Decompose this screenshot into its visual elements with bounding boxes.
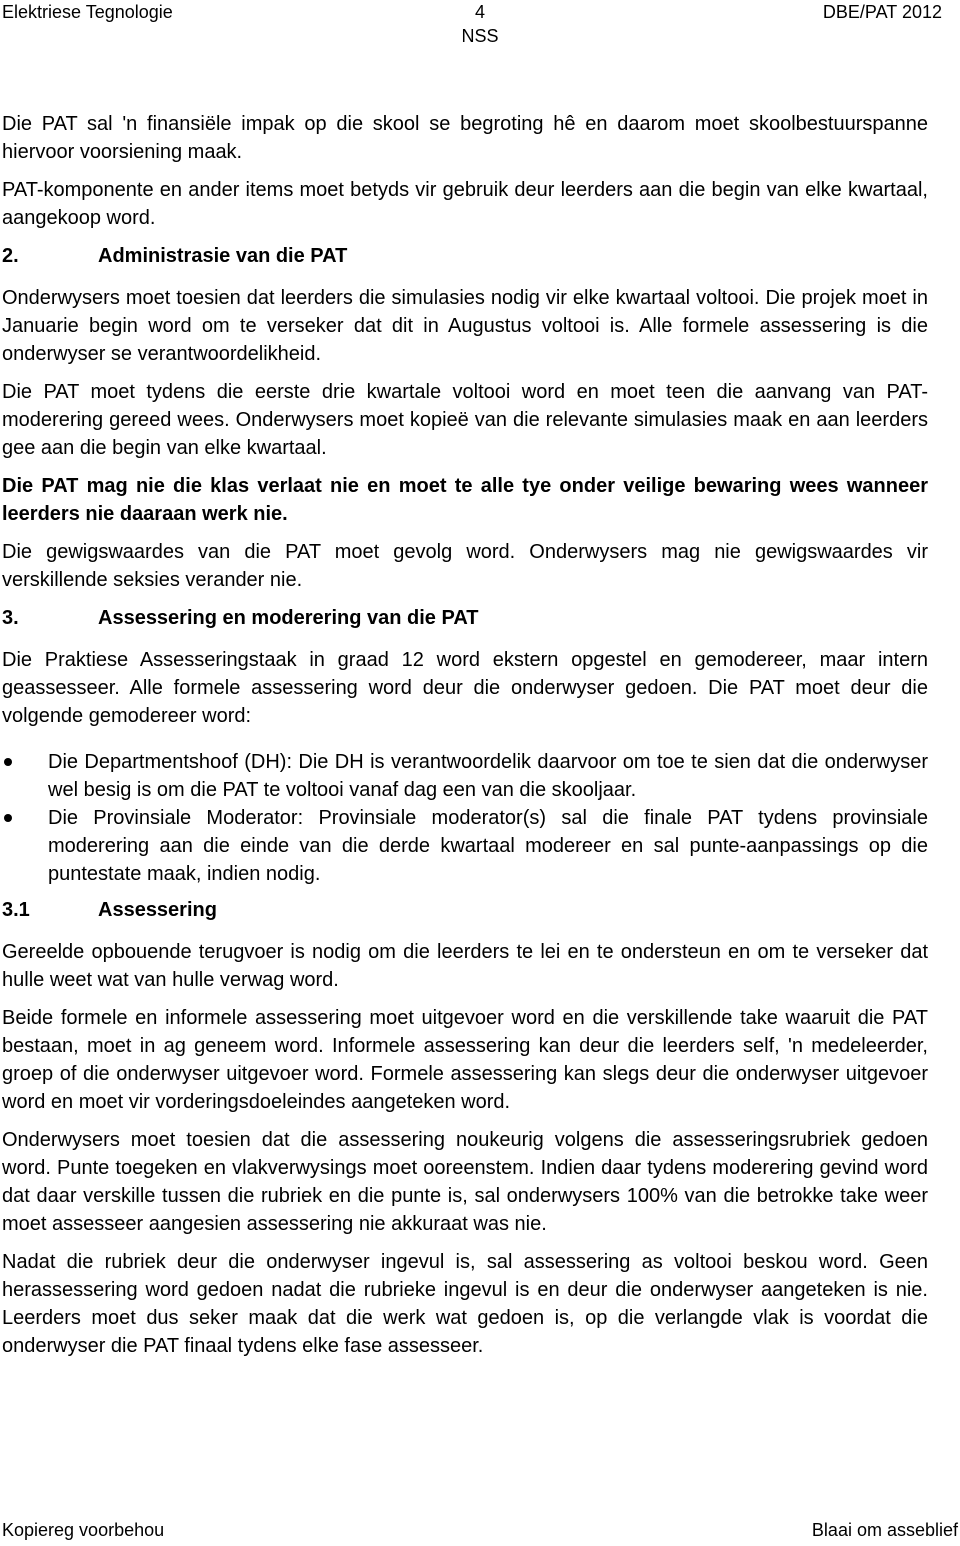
body-paragraph: Onderwysers moet toesien dat die assessering noukeurig volgens die assesseringsrubriek gedoen word. Punte toegeken en vlakverwysings moet ooreenstem. Indien daar tydens moderering gevind word dat daar verskille tussen die rubriek en die punte is, sal onderwysers 100% van die betrokke take weer moet assesseer aangesien assessering nie akkuraat was nie.	[2, 1129, 928, 1235]
list-item	[2, 804, 928, 888]
body-paragraph: Die PAT moet tydens die eerste drie kwartale voltooi word en moet teen die aanvang van PAT-moderering gereed wees. Onderwysers moet kopieë van die relevante simulasies maak en aan leerders gee aan die begin van elke kwartaal.	[2, 381, 928, 459]
body-paragraph: Beide formele en informele assessering moet uitgevoer word en die verskillende take waaruit die PAT bestaan, moet in ag geneem word. Informele assessering kan deur die leerders self, 'n medeleerder, groep of die onderwyser uitgevoer word. Formele assessering kan slegs deur die onderwyser uitgevoer word en moet vir vorderingsdoeleindes aangeteken word.	[2, 1007, 928, 1113]
intro-paragraph: PAT-komponente en ander items moet betyds vir gebruik deur leerders aan die begin van elke kwartaal, aangekoop word.	[2, 179, 928, 229]
section-title: Administrasie van die PAT	[98, 245, 348, 267]
list-item-text: Die Departmentshoof (DH): Die DH is verantwoordelik daarvoor om toe te sien dat die onderwyser wel besig is om die PAT te voltooi vanaf dag een van die skooljaar.	[48, 751, 928, 801]
header-grade-label: NSS	[461, 26, 499, 46]
section-number: 3.	[2, 607, 19, 629]
body-paragraph: Die gewigswaardes van die PAT moet gevolg word. Onderwysers mag nie gewigswaardes vir verskillende seksies verander nie.	[2, 541, 928, 591]
page-header	[0, 0, 960, 50]
intro-paragraph: Die PAT sal 'n finansiële impak op die skool se begroting hê en daarom moet skoolbestuurspanne hiervoor voorsiening maak.	[2, 113, 928, 163]
bullet-list	[2, 748, 928, 888]
document-body	[2, 110, 928, 1370]
section-heading	[2, 604, 928, 632]
section-title: Assessering	[98, 899, 217, 921]
page-footer	[0, 1518, 960, 1546]
section-number: 3.1	[2, 899, 30, 921]
emphasis-paragraph: Die PAT mag nie die klas verlaat nie en moet te alle tye onder veilige bewaring wees wanneer leerders nie daaraan werk nie.	[2, 475, 928, 525]
body-paragraph: Onderwysers moet toesien dat leerders die simulasies nodig vir elke kwartaal voltooi. Die projek moet in Januarie begin word om te verseker dat dit in Augustus voltooi is. Alle formele assessering is die onderwyser se verantwoordelikheid.	[2, 287, 928, 365]
section-title: Assessering en moderering van die PAT	[98, 607, 479, 629]
subsection-heading	[2, 896, 928, 924]
body-paragraph: Nadat die rubriek deur die onderwyser ingevul is, sal assessering as voltooi beskou word. Geen herassessering word gedoen nadat die rubrieke ingevul is en deur die onderwyser aangeteken is nie. Leerders moet dus seker maak dat die werk wat gedoen is, op die verlangde vlak is voordat die onderwyser die PAT finaal tydens elke fase assesseer.	[2, 1251, 928, 1357]
body-paragraph: Die Praktiese Assesseringstaak in graad 12 word ekstern opgestel en gemodereer, maar intern geassesseer. Alle formele assessering word deur die onderwyser gedoen. Die PAT moet deur die volgende gemodereer word:	[2, 649, 928, 727]
header-page-number: 4	[474, 2, 485, 22]
list-item	[2, 748, 928, 804]
body-paragraph: Gereelde opbouende terugvoer is nodig om die leerders te lei en te ondersteun en om te verseker dat hulle weet wat van hulle verwag word.	[2, 941, 928, 991]
section-heading	[2, 242, 928, 270]
header-center	[0, 0, 960, 48]
footer-turn-page: Blaai om asseblief	[811, 1520, 958, 1540]
section-number: 2.	[2, 245, 19, 267]
footer-copyright: Kopiereg voorbehou	[2, 1520, 165, 1540]
header-doc-code: DBE/PAT 2012	[822, 2, 942, 22]
header-subject: Elektriese Tegnologie	[2, 2, 173, 22]
list-item-text: Die Provinsiale Moderator: Provinsiale moderator(s) sal die finale PAT tydens provinsiale moderering aan die einde van die derde kwartaal modereer en sal punte-aanpassings op die puntestate maak, indien nodig.	[48, 807, 928, 885]
